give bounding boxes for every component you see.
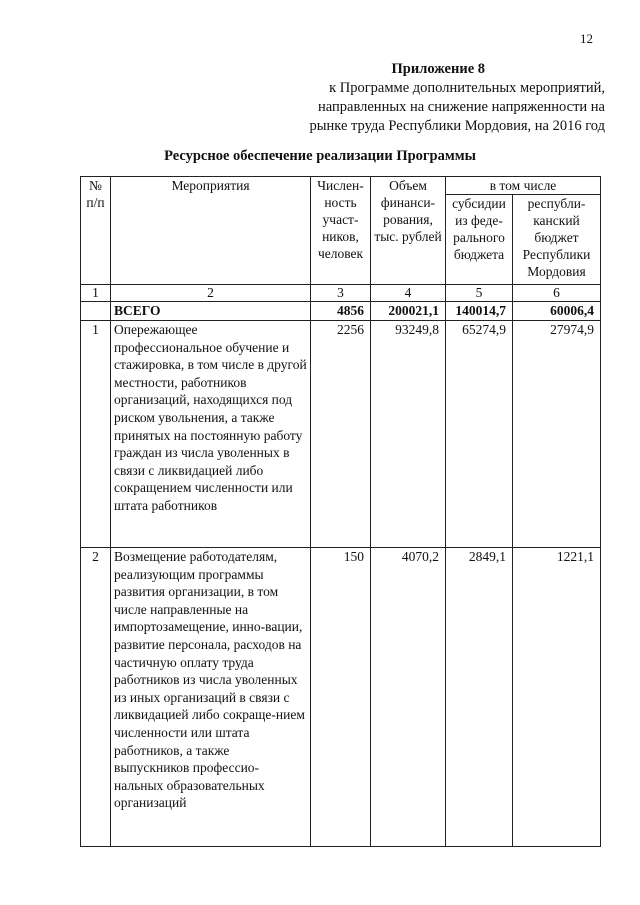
table-row bbox=[81, 548, 601, 847]
header-row bbox=[81, 177, 601, 195]
appendix-title: Приложение 8 bbox=[391, 61, 485, 77]
column-number: 1 bbox=[81, 285, 111, 302]
row-participants: 2256 bbox=[311, 321, 371, 548]
row-activity: Возмещение работодателям, реализующим программы развития организации, в том числе направленные на импортозамещение, инно-вации, развитие персонала, расходов на частичную оплату труда работников из числа уволенных из иных организаций в связи с ликвидацией либо сокраще-нием численности или штата работников, а также выпускников профессио-нальных образовательных организаций bbox=[111, 548, 311, 847]
row-federal: 2849,1 bbox=[446, 548, 513, 847]
header-participants: Числен-ность участ-ников, человек bbox=[311, 177, 371, 285]
column-number-row bbox=[81, 285, 601, 302]
document-heading: Ресурсное обеспечение реализации Программы bbox=[164, 148, 476, 164]
appendix-line: рынке труда Республики Мордовия, на 2016 год bbox=[309, 118, 605, 134]
header-federal: субсидии из феде-рального бюджета bbox=[446, 195, 513, 285]
column-number: 2 bbox=[111, 285, 311, 302]
column-number: 5 bbox=[446, 285, 513, 302]
total-label: ВСЕГО bbox=[111, 302, 311, 321]
row-republic: 1221,1 bbox=[513, 548, 601, 847]
row-financing: 4070,2 bbox=[371, 548, 446, 847]
row-financing: 93249,8 bbox=[371, 321, 446, 548]
resource-table bbox=[80, 176, 601, 847]
row-activity: Опережающее профессиональное обучение и стажировка, в том числе в другой местности, работников организаций, находящихся под риском увольнения, а также принятых на постоянную работу граждан из числа уволенных в связи с ликвидацией либо сокращением численности или штата работников bbox=[111, 321, 311, 548]
row-participants: 150 bbox=[311, 548, 371, 847]
row-num: 1 bbox=[81, 321, 111, 548]
total-participants: 4856 bbox=[311, 302, 371, 321]
header-activity: Мероприятия bbox=[111, 177, 311, 285]
header-num: № п/п bbox=[81, 177, 111, 285]
header-financing: Объем финанси-рования, тыс. рублей bbox=[371, 177, 446, 285]
appendix-line: направленных на снижение напряженности на bbox=[318, 99, 605, 115]
header-republic: республи-канский бюджет Республики Мордовия bbox=[513, 195, 601, 285]
column-number: 4 bbox=[371, 285, 446, 302]
column-number: 3 bbox=[311, 285, 371, 302]
row-num: 2 bbox=[81, 548, 111, 847]
total-row bbox=[81, 302, 601, 321]
column-number: 6 bbox=[513, 285, 601, 302]
total-federal: 140014,7 bbox=[446, 302, 513, 321]
total-republic: 60006,4 bbox=[513, 302, 601, 321]
table-row bbox=[81, 321, 601, 548]
page-number: 12 bbox=[580, 31, 593, 46]
row-republic: 27974,9 bbox=[513, 321, 601, 548]
total-financing: 200021,1 bbox=[371, 302, 446, 321]
appendix-line: к Программе дополнительных мероприятий, bbox=[329, 80, 605, 96]
total-num-cell bbox=[81, 302, 111, 321]
row-federal: 65274,9 bbox=[446, 321, 513, 548]
header-including: в том числе bbox=[446, 177, 601, 195]
appendix-block bbox=[250, 60, 605, 136]
